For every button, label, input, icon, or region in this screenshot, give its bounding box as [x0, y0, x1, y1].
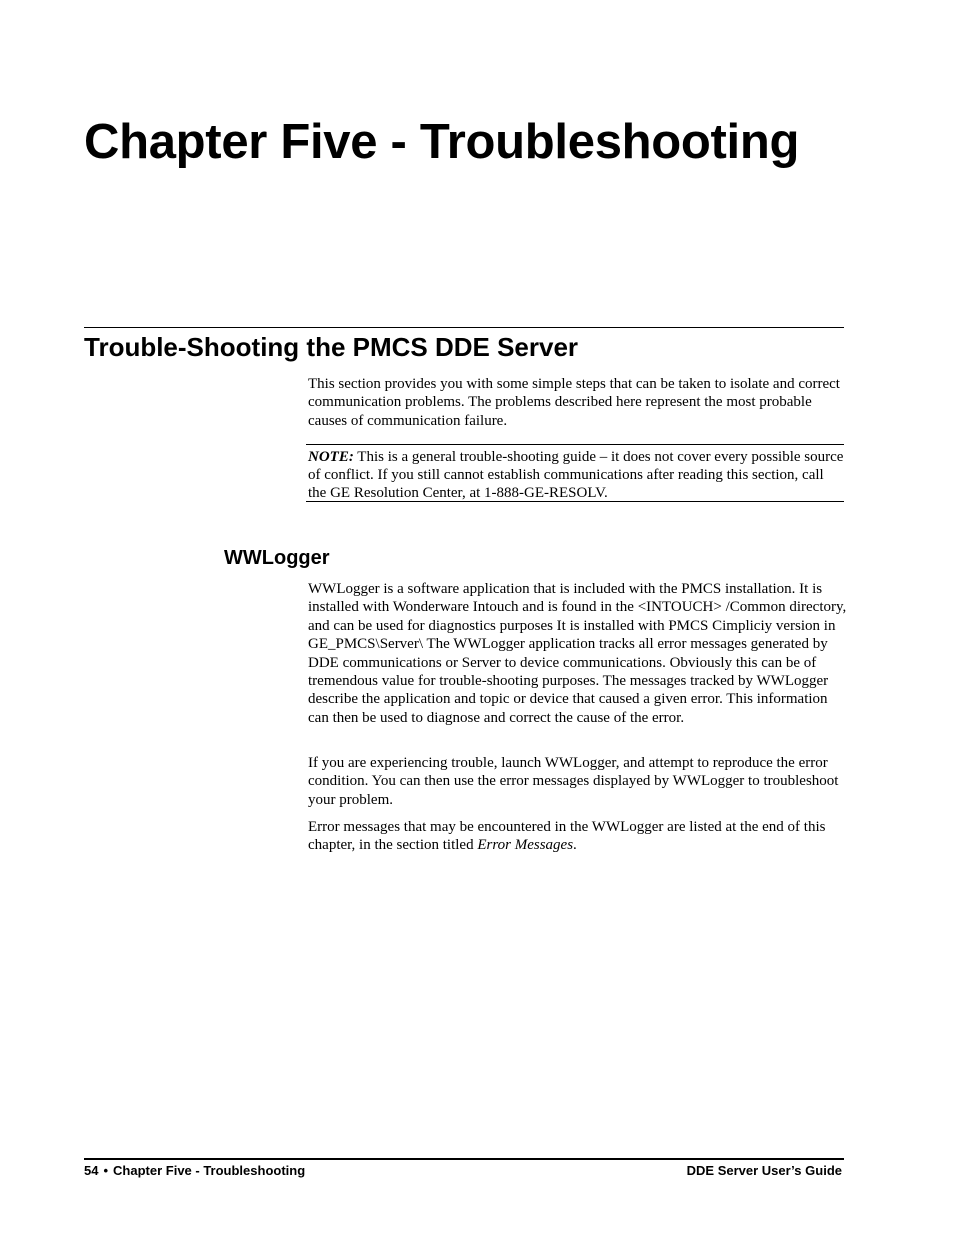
note-body: This is a general trouble-shooting guide – it does not cover every possible source of conflict. If you still cannot establish communications after reading this section, call the GE Resolution Center, at 1-888-GE-RESOLV.	[308, 449, 844, 502]
section-divider	[84, 327, 844, 328]
paragraph-3-end: .	[573, 837, 577, 854]
intro-paragraph: This section provides you with some simple steps that can be taken to isolate and correct communication problems. The problems described here represent the most probable causes of communication failure.	[308, 376, 840, 429]
footer-chapter-name: Chapter Five - Troubleshooting	[113, 1163, 306, 1178]
page-number: 54	[84, 1163, 99, 1178]
chapter-title: Chapter Five - Troubleshooting	[84, 115, 800, 169]
error-messages-reference: Error Messages	[477, 837, 574, 854]
wwlogger-paragraph-1: WWLogger is a software application that is included with the PMCS installation. It is installed with Wonderware Intouch and is found in the <INTOUCH> /Common directory, and can be used for diagnostics purposes It is installed with PMCS Cimpliciy version in GE_PMCS\Server\ The WWLogger application tracks all error messages generated by DDE communications or Server to device communications. Obviously this can be of tremendous value for trouble-shooting purposes. The messages tracked by WWLogger describe the application and topic or device that caused a given error. This information can then be used to diagnose and correct the cause of the error.	[308, 581, 847, 726]
footer-guide-name: DDE Server User’s Guide	[686, 1163, 842, 1178]
wwlogger-heading: WWLogger	[224, 547, 330, 569]
note-label: NOTE:	[308, 449, 354, 465]
section-heading: Trouble-Shooting the PMCS DDE Server	[84, 332, 579, 362]
wwlogger-paragraph-3	[308, 818, 848, 855]
bullet-icon: •	[103, 1163, 109, 1178]
note-box	[306, 444, 844, 502]
footer-divider	[84, 1158, 844, 1160]
paragraph-3-text: Error messages that may be encountered in the WWLogger are listed at the end of this chapter, in the section titled	[308, 819, 826, 854]
footer-left	[84, 1162, 305, 1180]
wwlogger-paragraph-2: If you are experiencing trouble, launch WWLogger, and attempt to reproduce the error condition. You can then use the error messages displayed by WWLogger to troubleshoot your problem.	[308, 755, 839, 808]
note-paragraph	[308, 448, 844, 503]
